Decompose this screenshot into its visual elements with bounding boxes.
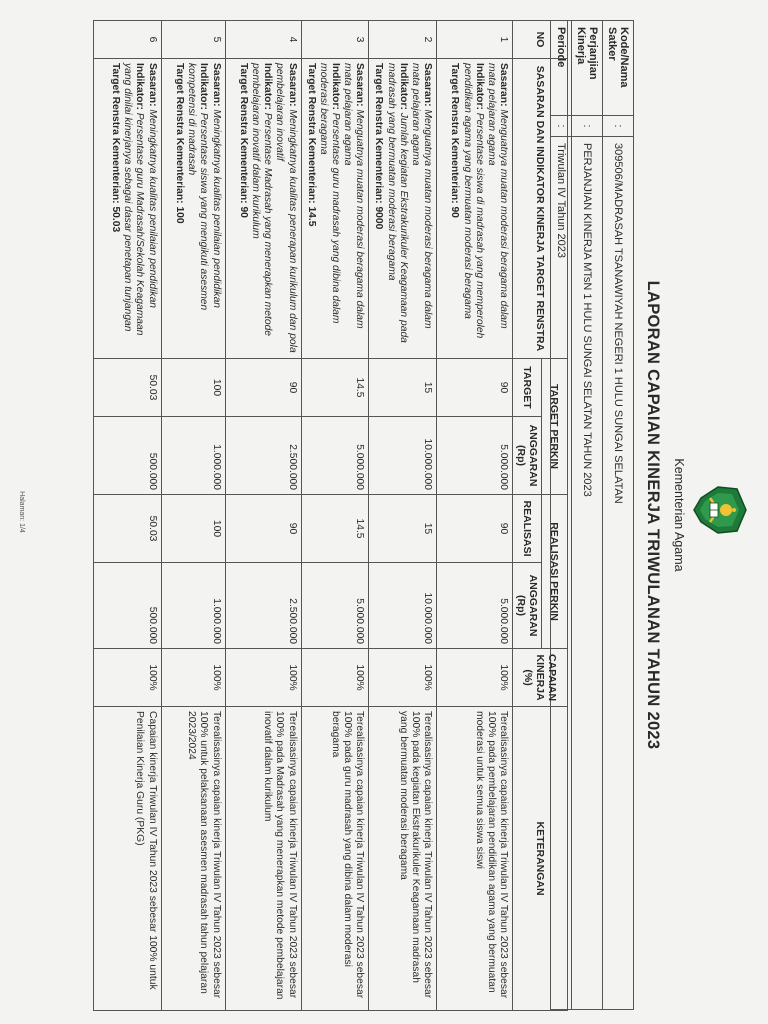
- performance-table: [93, 20, 568, 1011]
- indikator-text: Persentase guru madrasah yang dibina dalam moderasi beragama: [317, 63, 342, 324]
- capaian-value: 100%: [369, 649, 437, 707]
- row-number: 2: [369, 21, 437, 59]
- table-row: [161, 21, 225, 1011]
- info-separator: :: [572, 116, 603, 137]
- indikator-label: Indikator:: [330, 63, 342, 110]
- sasaran-cell: [225, 59, 301, 359]
- ministry-name: Kementerian Agama: [672, 458, 686, 572]
- report-title: LAPORAN CAPAIAN KINERJA TRIWULANAN TAHUN 2023: [644, 280, 662, 750]
- sasaran-cell: [93, 59, 161, 359]
- sasaran-text: Meningkatnya kualitas penilaian pendidikan: [210, 109, 222, 309]
- anggaran-realisasi-value: 5.000.000: [301, 563, 369, 649]
- col-capaian-header: CAPAIAN KINERJA (%): [513, 649, 568, 707]
- realisasi-perkin-header: REALISASI PERKIN: [542, 495, 568, 649]
- realisasi-value: 100: [161, 495, 225, 563]
- col-sasaran-header: SASARAN DAN INDIKATOR KINERJA TARGET RENSTRA: [513, 59, 568, 359]
- info-separator: :: [551, 116, 572, 137]
- kementerian-agama-emblem-icon: [692, 482, 748, 538]
- table-row: [301, 21, 369, 1011]
- info-label: Kode/Nama Satker: [603, 21, 634, 116]
- capaian-value: 100%: [161, 649, 225, 707]
- table-row: [225, 21, 301, 1011]
- realisasi-value: 14.5: [301, 495, 369, 563]
- target-renstra-label: Target Renstra Kementerian:: [373, 63, 385, 204]
- indikator-text: Persentase guru Madrasah/Sekolah Keagamaan yang dinilai kinerjanya sebagai dasar penetapan tunjangan: [122, 63, 146, 336]
- sasaran-cell: [437, 59, 513, 359]
- indikator-text: Persentase siswa yang mengikuti asesmen kompetensi di madrasah: [186, 63, 210, 311]
- row-number: 3: [301, 21, 369, 59]
- indikator-text: Jumlah kegiatan Ekstrakurikuler Keagamaan pada madrasah yang bermuatan moderasi beragama: [385, 63, 409, 343]
- col-no-header: NO: [513, 21, 568, 59]
- row-number: 6: [93, 21, 161, 59]
- anggaran-realisasi-value: 5.000.000: [437, 563, 513, 649]
- target-value: 14.5: [301, 359, 369, 417]
- target-renstra-value: 100: [174, 206, 186, 224]
- target-renstra-value: 9000: [373, 206, 385, 230]
- info-row: [603, 21, 634, 1010]
- target-renstra-value: 90: [449, 206, 461, 218]
- table-row: [93, 21, 161, 1011]
- sasaran-label: Sasaran:: [422, 63, 433, 107]
- target-value: 50.03: [93, 359, 161, 417]
- realisasi-value: 50.03: [93, 495, 161, 563]
- sasaran-label: Sasaran:: [286, 63, 298, 107]
- indikator-text: Persentase siswa di madrasah yang memperoleh pendidikan agama yang bermuatan moderasi beragama: [461, 63, 485, 339]
- anggaran-value: 10.000.000: [369, 417, 437, 495]
- keterangan-text: Terealisasinya capaian kinerja Triwulan IV Tahun 2023 sebesar 100% pada Madrasah yang menerapkan metode pembelajaran inovatif dalam kurikulum: [225, 707, 301, 1011]
- sasaran-cell: [161, 59, 225, 359]
- info-row: [572, 21, 603, 1010]
- target-renstra-value: 14.5: [305, 206, 317, 227]
- anggaran-realisasi-value: 2.500.000: [225, 563, 301, 649]
- anggaran-value: 500.000: [93, 417, 161, 495]
- target-renstra-label: Target Renstra Kementerian:: [238, 63, 250, 204]
- sasaran-text: Meningkatnya kualitas penilaian pendidikan: [146, 109, 158, 309]
- col-anggaran-realisasi-header: ANGGARAN (Rp): [513, 563, 542, 649]
- keterangan-text: Terealisasinya capaian kinerja Triwulan IV Tahun 2023 sebesar 100% pada guru madrasah yang dibina dalam moderasi beragama: [301, 707, 369, 1011]
- indikator-label: Indikator:: [198, 63, 210, 110]
- target-value: 90: [437, 359, 513, 417]
- capaian-value: 100%: [93, 649, 161, 707]
- row-number: 5: [161, 21, 225, 59]
- target-perkin-header: TARGET PERKIN: [542, 359, 568, 495]
- anggaran-realisasi-value: 500.000: [93, 563, 161, 649]
- sasaran-text: Menguatnya muatan moderasi beragama dalam mata pelajaran agama: [409, 63, 433, 329]
- sasaran-text: Menguatnya muatan moderasi beragama dalam mata pelajaran agama: [342, 63, 366, 329]
- row-number: 4: [225, 21, 301, 59]
- target-renstra-value: 90: [238, 206, 250, 218]
- info-value: Triwulan IV Tahun 2023: [551, 137, 572, 1010]
- sasaran-cell: [369, 59, 437, 359]
- target-renstra-label: Target Renstra Kementerian:: [449, 63, 461, 204]
- realisasi-value: 90: [225, 495, 301, 563]
- row-number: 1: [437, 21, 513, 59]
- sasaran-text: Meningkatnya kualitas penerapan kurikulum dan pola pembelajaran inovatif: [274, 63, 298, 353]
- sasaran-label: Sasaran:: [354, 63, 366, 107]
- info-value: 309506/MADRASAH TSANAWIYAH NEGERI 1 HULU SUNGAI SELATAN: [603, 137, 634, 1010]
- sasaran-cell: [301, 59, 369, 359]
- info-value: PERJANJIAN KINERJA MTsN 1 HULU SUNGAI SELATAN TAHUN 2023: [572, 137, 603, 1010]
- table-row: [437, 21, 513, 1011]
- anggaran-value: 1.000.000: [161, 417, 225, 495]
- col-anggaran-header: ANGGARAN (Rp): [513, 417, 542, 495]
- keterangan-text: Capaian kinerja Triwulan IV Tahun 2023 sebesar 100% untuk Penilaian Kinerja Guru (PKG): [93, 707, 161, 1011]
- target-value: 90: [225, 359, 301, 417]
- keterangan-text: Terealisasinya capaian kinerja Triwulan IV Tahun 2023 sebesar 100% untuk pelaksanaan asesmen madrasah tahun pelajaran 2023/2024: [161, 707, 225, 1011]
- info-label: Periode: [551, 21, 572, 116]
- header-row-1: [542, 21, 568, 1011]
- indikator-label: Indikator:: [397, 63, 409, 110]
- sasaran-label: Sasaran:: [498, 63, 509, 107]
- target-renstra-value: 50.03: [110, 206, 122, 233]
- target-renstra-label: Target Renstra Kementerian:: [305, 63, 317, 204]
- target-value: 15: [369, 359, 437, 417]
- capaian-value: 100%: [437, 649, 513, 707]
- indikator-label: Indikator:: [473, 63, 485, 110]
- keterangan-text: Terealisasinya capaian kinerja Triwulan IV Tahun 2023 sebesar 100% pada pembelajaran pendidikan agama yang bermuatan moderasi untuk semua siswa siswi: [437, 707, 513, 1011]
- info-separator: :: [603, 116, 634, 137]
- sasaran-text: Menguatnya muatan moderasi beragama dalam mata pelajaran agama: [485, 63, 509, 329]
- target-renstra-label: Target Renstra Kementerian:: [110, 63, 122, 204]
- target-value: 100: [161, 359, 225, 417]
- page-number: Halaman: 1/4: [18, 491, 25, 533]
- info-label: Perjanjian Kinerja: [572, 21, 603, 116]
- capaian-value: 100%: [301, 649, 369, 707]
- capaian-value: 100%: [225, 649, 301, 707]
- keterangan-text: Terealisasinya capaian kinerja Triwulan IV Tahun 2023 sebesar 100% pada kegiatan Ekstrakurikuler Keagamaan madrasah yang bermuatan moderasi beragama: [369, 707, 437, 1011]
- table-row: [369, 21, 437, 1011]
- col-realisasi-header: REALISASI: [513, 495, 542, 563]
- col-target-header: TARGET: [513, 359, 542, 417]
- indikator-label: Indikator:: [134, 63, 146, 110]
- anggaran-realisasi-value: 10.000.000: [369, 563, 437, 649]
- indikator-label: Indikator:: [262, 63, 274, 110]
- realisasi-value: 90: [437, 495, 513, 563]
- col-keterangan-header: KETERANGAN: [513, 707, 568, 1011]
- anggaran-value: 5.000.000: [301, 417, 369, 495]
- sasaran-label: Sasaran:: [210, 63, 222, 107]
- anggaran-value: 2.500.000: [225, 417, 301, 495]
- realisasi-value: 15: [369, 495, 437, 563]
- anggaran-value: 5.000.000: [437, 417, 513, 495]
- anggaran-realisasi-value: 1.000.000: [161, 563, 225, 649]
- indikator-text: Persentase Madrasah yang menerapkan metode pembelajaran inovatif dalam kurikulum: [250, 63, 274, 337]
- target-renstra-label: Target Renstra Kementerian:: [174, 63, 186, 204]
- sasaran-label: Sasaran:: [146, 63, 158, 107]
